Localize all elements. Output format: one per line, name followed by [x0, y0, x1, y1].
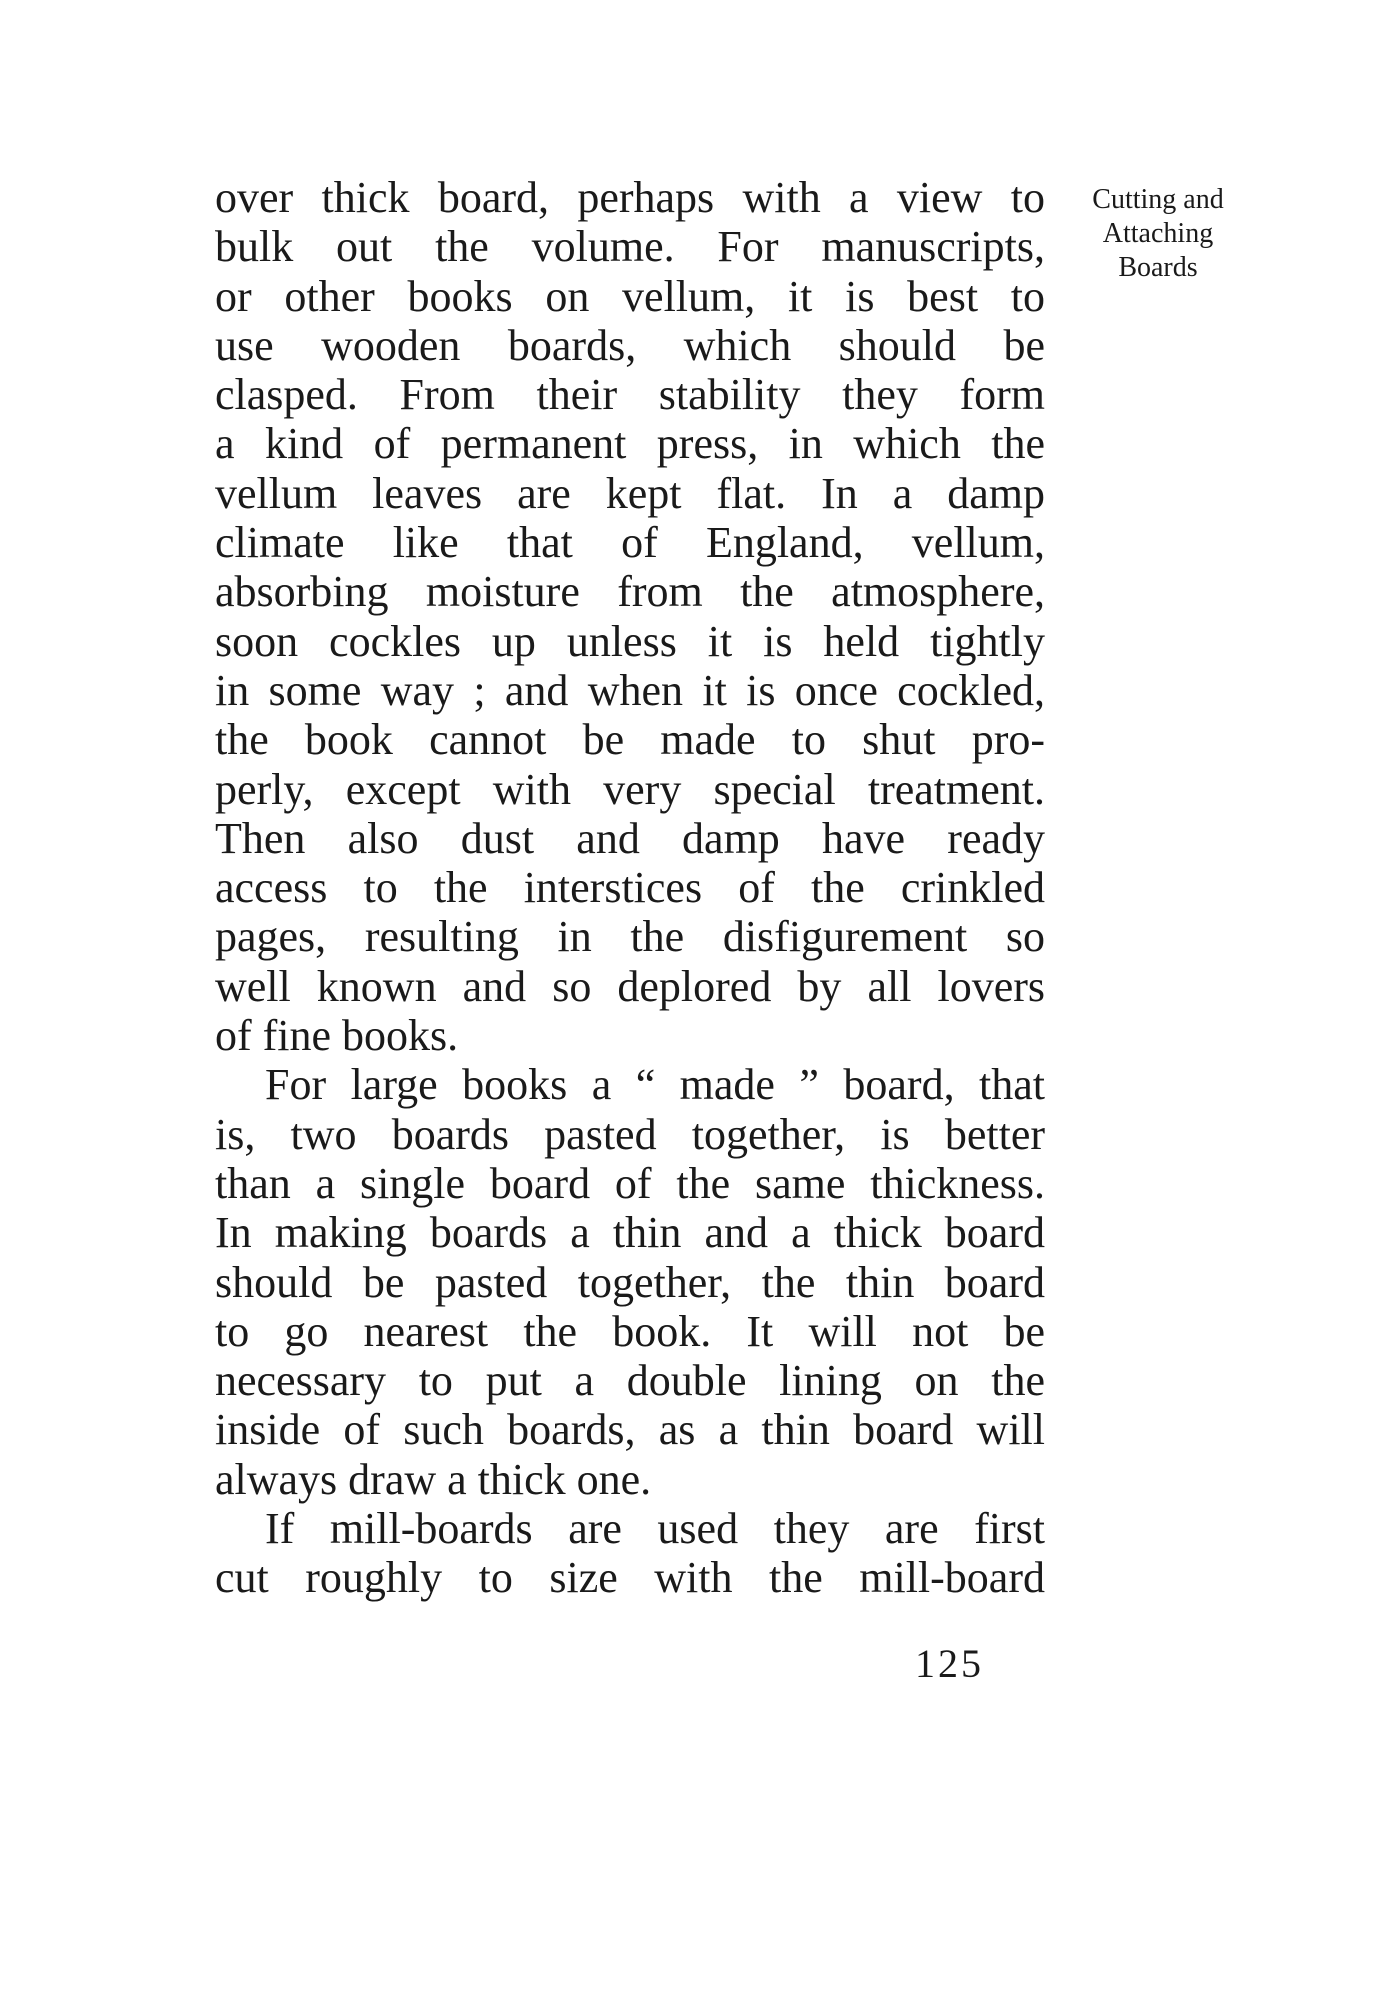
body-text: [215, 173, 1045, 1603]
margin-note-line: Cutting and: [1092, 184, 1224, 215]
text-line: Then also dust and damp have ready: [215, 813, 1045, 863]
text-line: If mill-boards are used they are first: [265, 1504, 1045, 1554]
text-line: in some way ; and when it is once cockled,: [215, 665, 1045, 715]
page-number: 125: [915, 1641, 984, 1686]
text-line: to go nearest the book. It will not be: [215, 1306, 1045, 1356]
text-line: a kind of permanent press, in which the: [215, 419, 1045, 469]
text-line: or other books on vellum, it is best to: [215, 271, 1045, 321]
text-line: access to the interstices of the crinkled: [215, 863, 1045, 913]
margin-note-line: Boards: [1118, 252, 1198, 283]
text-line: soon cockles up unless it is held tightly: [215, 616, 1045, 666]
text-line: For large books a “ made ” board, that: [265, 1060, 1045, 1110]
text-line: use wooden boards, which should be: [215, 320, 1045, 370]
text-line: necessary to put a double lining on the: [215, 1356, 1045, 1406]
text-line: cut roughly to size with the mill-board: [215, 1553, 1045, 1603]
text-line: vellum leaves are kept flat. In a damp: [215, 468, 1045, 518]
text-line: should be pasted together, the thin board: [215, 1257, 1045, 1307]
text-line: than a single board of the same thickness.: [215, 1158, 1045, 1208]
text-line: is, two boards pasted together, is better: [215, 1109, 1045, 1159]
text-line: perly, except with very special treatment.: [215, 764, 1045, 814]
text-line: pages, resulting in the disfigurement so: [215, 912, 1045, 962]
text-line: the book cannot be made to shut pro-: [215, 715, 1045, 765]
text-line: climate like that of England, vellum,: [215, 518, 1045, 568]
text-line: well known and so deplored by all lovers: [215, 961, 1045, 1011]
text-line: absorbing moisture from the atmosphere,: [215, 567, 1045, 617]
text-line: In making boards a thin and a thick board: [215, 1208, 1045, 1258]
margin-note-line: Attaching: [1102, 218, 1214, 249]
text-line: bulk out the volume. For manuscripts,: [215, 222, 1045, 272]
margin-note: [1058, 183, 1258, 285]
text-line: clasped. From their stability they form: [215, 370, 1045, 420]
text-line: over thick board, perhaps with a view to: [215, 173, 1045, 222]
text-line: always draw a thick one.: [215, 1454, 652, 1504]
text-line: inside of such boards, as a thin board will: [215, 1405, 1045, 1455]
text-line: of fine books.: [215, 1011, 459, 1061]
